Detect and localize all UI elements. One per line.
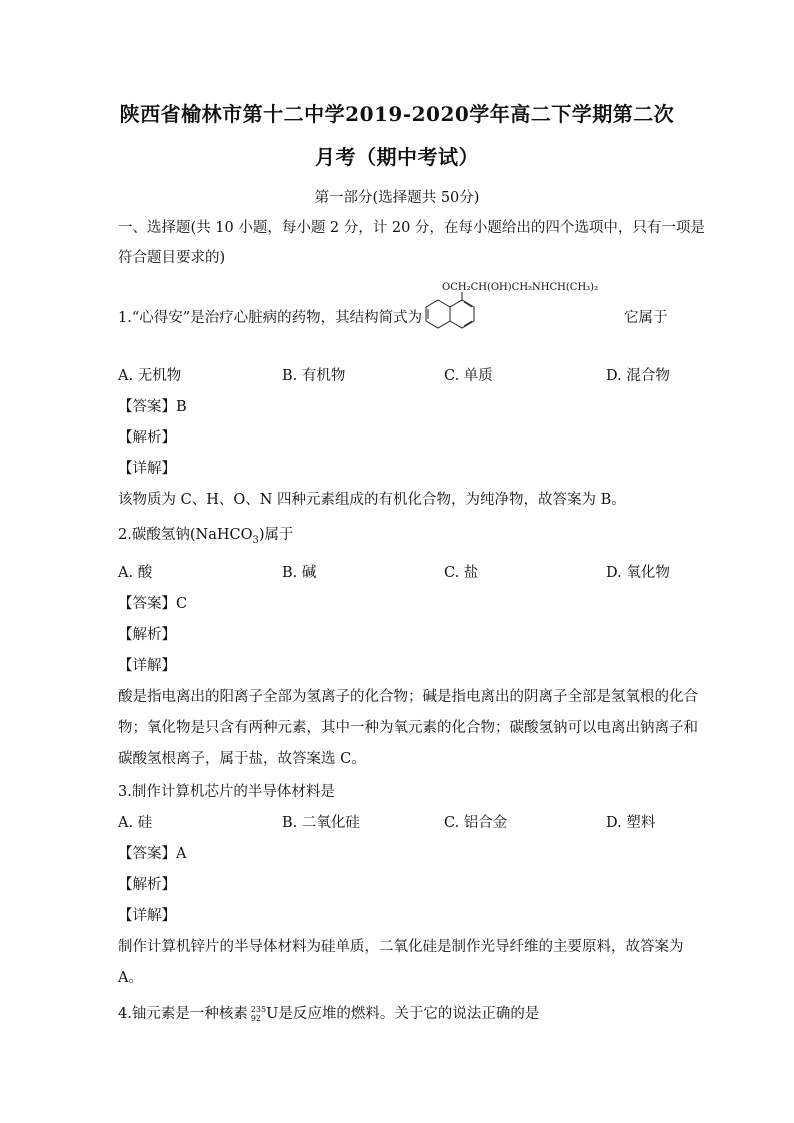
q4-stem-pre: 4.铀元素是一种核素 bbox=[118, 1006, 248, 1022]
q1-detail-label: 【详解】 bbox=[118, 461, 176, 477]
q2-option-a: A. 酸 bbox=[118, 565, 153, 581]
q4-element-symbol: U bbox=[266, 1006, 279, 1022]
q2-detail-label: 【详解】 bbox=[118, 658, 176, 674]
instruction-line-2: 符合题目要求的) bbox=[118, 250, 226, 266]
q1-explanation: 该物质为 C、H、O、N 四种元素组成的有机化合物，为纯净物，故答案为 B。 bbox=[118, 492, 626, 508]
q3-option-d: D. 塑料 bbox=[606, 815, 656, 831]
q2-option-d: D. 氧化物 bbox=[606, 565, 670, 581]
document-title-line-2: 月考（期中考试） bbox=[315, 145, 479, 169]
q2-explanation-line-3: 碳酸氢根离子，属于盐，故答案选 C。 bbox=[118, 751, 366, 767]
q4-mass-number: 235 bbox=[250, 1005, 267, 1014]
q2-formula-subscript: 3 bbox=[252, 534, 259, 546]
q2-option-c: C. 盐 bbox=[444, 565, 479, 581]
question-4-stem bbox=[118, 1002, 539, 1023]
q3-option-b: B. 二氧化硅 bbox=[282, 815, 360, 831]
q1-option-c: C. 单质 bbox=[444, 368, 493, 384]
q2-stem-post: )属于 bbox=[258, 527, 294, 543]
q3-analysis-label: 【解析】 bbox=[118, 877, 176, 893]
q2-explanation-line-2: 物；氧化物是只含有两种元素，其中一种为氧元素的化合物；碳酸氢钠可以电离出钠离子和 bbox=[118, 720, 698, 736]
q3-option-a: A. 硅 bbox=[118, 815, 153, 831]
question-1-stem: 1.“心得安”是治疗心脏病的药物，其结构简式为 bbox=[118, 310, 423, 326]
instruction-line-1: 一、选择题(共 10 小题，每小题 2 分，计 20 分，在每小题给出的四个选项中，只有一项是 bbox=[118, 220, 705, 236]
q2-formula: NaHCO bbox=[195, 527, 253, 543]
section-heading: 第一部分(选择题共 50分) bbox=[314, 190, 480, 206]
question-2-stem bbox=[118, 523, 294, 546]
structure-formula: OCH₂CH(OH)CH₂NHCH(CH₃)₂ bbox=[442, 282, 599, 293]
q1-option-b: B. 有机物 bbox=[282, 368, 346, 384]
question-1-stem-end: 它属于 bbox=[624, 310, 668, 326]
q1-option-d: D. 混合物 bbox=[606, 368, 670, 384]
nuclide-notation bbox=[251, 1005, 266, 1023]
q2-analysis-label: 【解析】 bbox=[118, 627, 176, 643]
q3-explanation-line-2: A。 bbox=[118, 970, 143, 986]
q2-stem-pre: 2.碳酸氢钠( bbox=[118, 527, 196, 543]
document-title-line-1: 陕西省榆林市第十二中学2019-2020学年高二下学期第二次 bbox=[119, 102, 675, 126]
q3-answer: 【答案】A bbox=[118, 846, 187, 862]
q1-option-a: A. 无机物 bbox=[118, 368, 182, 384]
q2-option-b: B. 碱 bbox=[282, 565, 317, 581]
q2-explanation-line-1: 酸是指电离出的阳离子全部为氢离子的化合物；碱是指电离出的阴离子全部是氢氧根的化合 bbox=[118, 689, 698, 705]
q1-answer: 【答案】B bbox=[118, 399, 187, 415]
q3-detail-label: 【详解】 bbox=[118, 908, 176, 924]
q3-option-c: C. 铝合金 bbox=[444, 815, 508, 831]
q2-answer: 【答案】C bbox=[118, 596, 188, 612]
q4-stem-post: 是反应堆的燃料。关于它的说法正确的是 bbox=[278, 1006, 540, 1022]
question-3-stem: 3.制作计算机芯片的半导体材料是 bbox=[118, 784, 335, 800]
chemical-structure bbox=[408, 280, 638, 350]
q4-atomic-number: 92 bbox=[250, 1014, 262, 1023]
q3-explanation-line-1: 制作计算机锌片的半导体材料为硅单质，二氧化硅是制作光导纤维的主要原料，故答案为 bbox=[118, 939, 684, 955]
q1-analysis-label: 【解析】 bbox=[118, 430, 176, 446]
